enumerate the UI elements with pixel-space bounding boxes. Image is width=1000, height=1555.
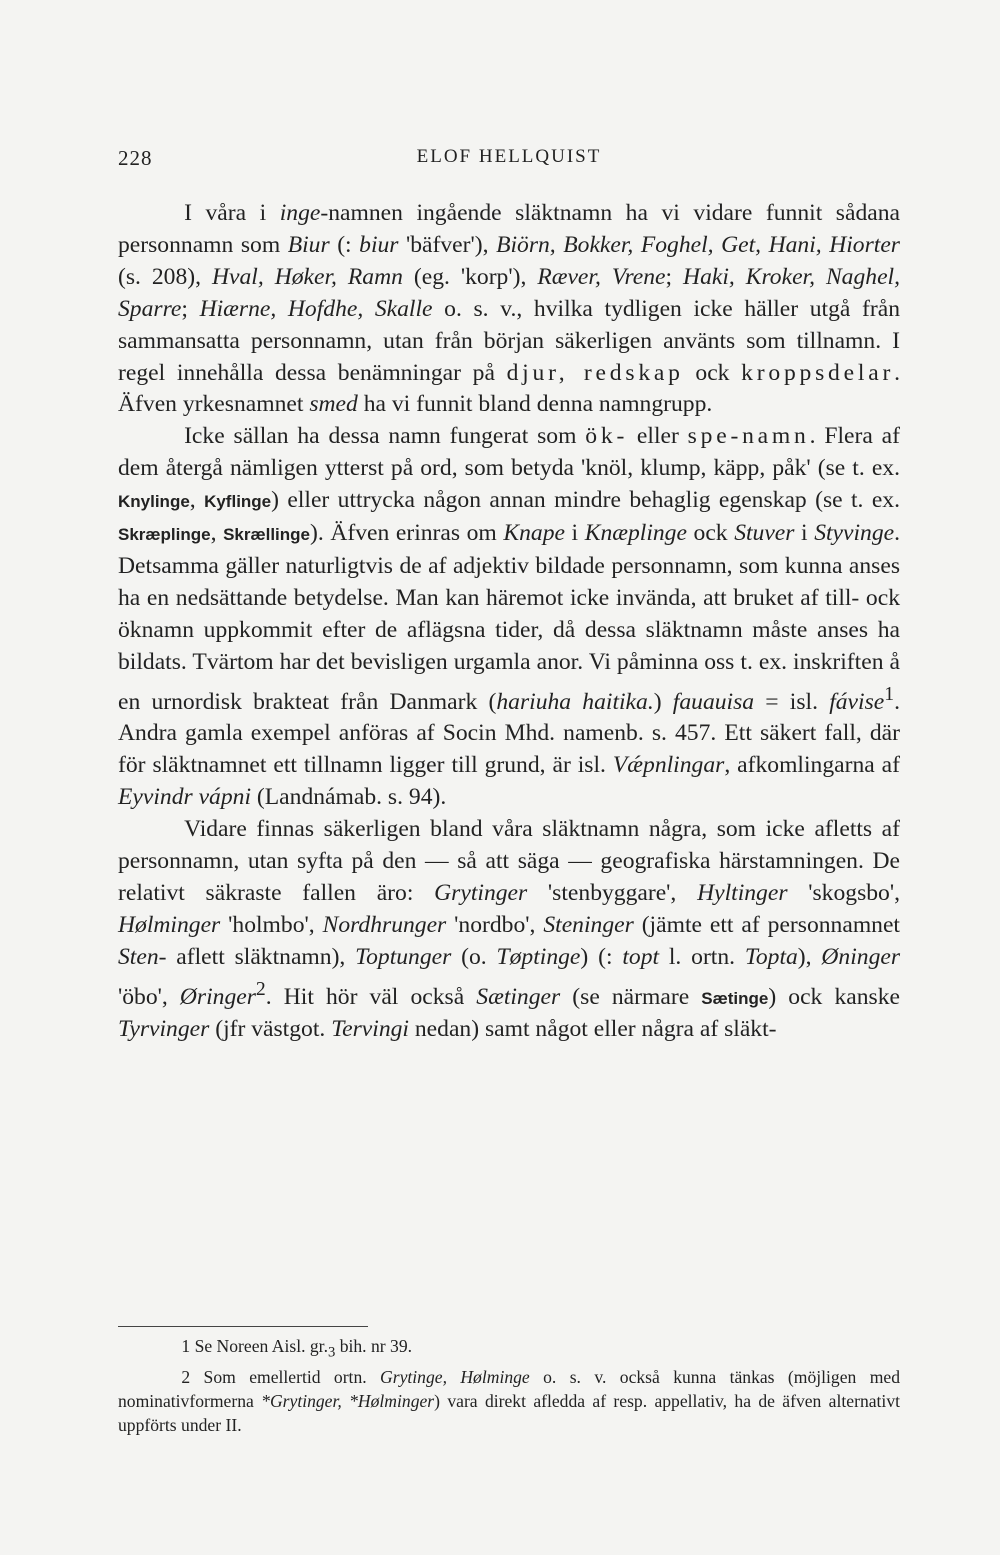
paragraph-2: Icke sällan ha dessa namn fungerat som ök- eller spe-namn. Flera af dem återgå nämligen ytterst på ord, som betyda 'knöl, klump, käpp, påk' (se t. ex. Knylinge, Kyflinge) eller uttrycka någon annan mindre behaglig egenskap (se t. ex. Skræplinge, Skrællinge). Äfven erinras om Knape i Knæplinge ock Stuver i Styvinge. Detsamma gäller naturligtvis de af adjektiv bildade personnamn, som kunna anses ha en nedsättande betydelse. Man kan häremot icke invända, att bruket af till- ock öknamn uppkommit efter de aflägsna tider, då dessa släktnamn måste anses ha bildats. Tvärtom har det bevisligen urgamla anor. Vi påminna oss t. ex. inskriften å en urnordisk brakteat från Danmark (hariuha haitika.) fauauisa = isl. fávise$^1$. Andra gamla exempel anföras af Socin Mhd. namenb. s. 457. Ett säkert fall, där för släktnamnet ett tillnamn ligger till grund, är isl. Vǽpnlingar, afkomlingarna af Eyvindr vápni (Landnámab. s. 94). (118, 423, 901, 811)
body-text (118, 198, 900, 1046)
page-header (118, 146, 900, 176)
footnotes (118, 1334, 900, 1437)
footnote-marker: 2 (181, 1366, 191, 1387)
running-head: ELOF HELLQUIST (416, 146, 602, 167)
paragraph-3: Vidare finnas säkerligen bland våra släktnamn några, som icke afletts af personnamn, utan syfta på den — så att säga — geografiska härstamningen. De relativt säkraste fallen äro: Grytinger 'stenbyggare', Hyltinger 'skogsbo', Hølminger 'holmbo', Nordhrunger 'nordbo', Steninger (jämte ett af personnamnet Sten- aflett släktnamn), Toptunger (o. Tøptinge) (: topt l. ortn. Topta), Øninger 'öbo', Øringer$^2$. Hit hör väl också Sætinger (se närmare Sætinge) ock kanske Tyrvinger (jfr västgot. Tervingi nedan) samt något eller några af släkt- (118, 816, 901, 1043)
footnote-2: 2 Som emellertid ortn. Grytinge, Hølminge o. s. v. också kunna tänkas (möjligen med nominativformerna *Grytinger, *Hølminger) vara direkt afledda af resp. appellativ, ha de äfven alternativt uppförts under II. (118, 1366, 901, 1435)
paragraph-1: I våra i inge-namnen ingående släktnamn ha vi vidare funnit sådana personnamn som Biur (: biur 'bäfver'), Biörn, Bokker, Foghel, Get, Hani, Hiorter (s. 208), Hval, Høker, Ramn (eg. 'korp'), Ræver, Vrene; Haki, Kroker, Naghel, Sparre; Hiærne, Hofdhe, Skalle o. s. v., hvilka tydligen icke häller utgå från sammansatta personnamn, utan från början säkerligen använts som tillnamn. I regel innehålla dessa benämningar på djur, redskap ock kroppsdelar. Äfven yrkesnamnet smed ha vi funnit bland denna namngrupp. (118, 200, 901, 418)
footnote-rule (118, 1326, 368, 1327)
footnote-1: 1 Se Noreen Aisl. $gr._3$ bih. nr 39. (181, 1336, 413, 1361)
footnote-marker: 1 (181, 1336, 191, 1356)
page-number: 228 (118, 146, 153, 170)
